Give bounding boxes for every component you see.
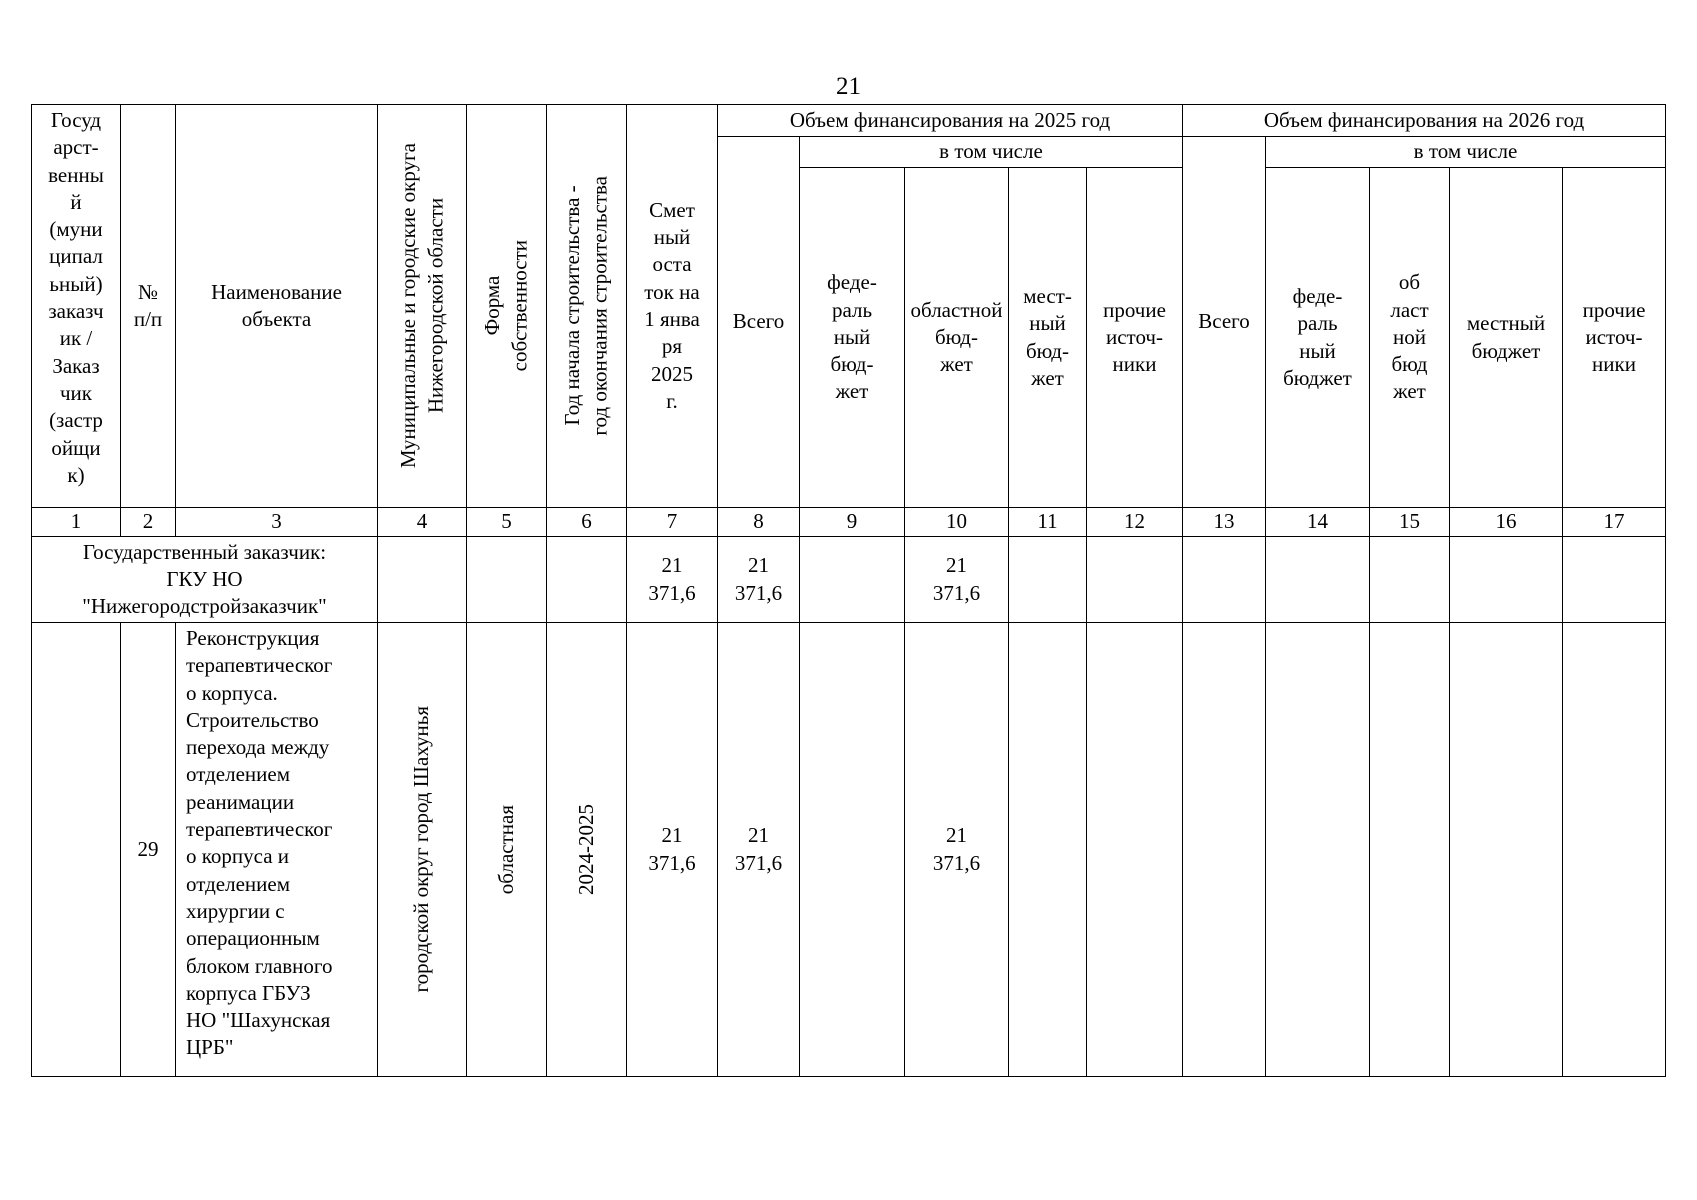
header-local-2025: мест- ный бюд- жет [1009, 168, 1087, 508]
header-row-1 [32, 105, 1666, 137]
header-regional-2025: областной бюд- жет [905, 168, 1009, 508]
empty-cell [1266, 537, 1370, 623]
header-ownership [467, 105, 547, 508]
header-total-2026: Всего [1183, 137, 1266, 508]
empty-cell [1563, 537, 1666, 623]
column-number: 7 [627, 508, 718, 537]
empty-cell [1450, 537, 1563, 623]
column-number: 17 [1563, 508, 1666, 537]
header-other-2026: прочие источ- ники [1563, 168, 1666, 508]
column-number: 3 [176, 508, 378, 537]
column-number: 10 [905, 508, 1009, 537]
group-total-2025: 21 371,6 [718, 537, 800, 623]
empty-cell [32, 623, 121, 1077]
empty-cell [1370, 537, 1450, 623]
column-number: 5 [467, 508, 547, 537]
header-federal-2025: феде- раль ный бюд- жет [800, 168, 905, 508]
column-number: 14 [1266, 508, 1370, 537]
object-municipality-text: городской округ город Шахунья [409, 706, 434, 993]
header-federal-2026: феде- раль ный бюджет [1266, 168, 1370, 508]
object-ownership-text: областная [493, 804, 518, 895]
empty-cell [1563, 623, 1666, 1077]
page-number: 21 [836, 73, 861, 100]
group-row [32, 537, 1666, 623]
empty-cell [1183, 623, 1266, 1077]
column-number: 16 [1450, 508, 1563, 537]
header-including-2025: в том числе [800, 137, 1183, 168]
header-total-2025: Всего [718, 137, 800, 508]
object-regional-2025: 21 371,6 [905, 623, 1009, 1077]
object-years [547, 623, 627, 1077]
header-regional-2026: об ласт ной бюд жет [1370, 168, 1450, 508]
column-number: 12 [1087, 508, 1183, 537]
object-ownership [467, 623, 547, 1077]
empty-cell [1370, 623, 1450, 1077]
object-name: Реконструкция терапевтическог о корпуса. Строительство перехода между отделением реанимации терапевтическог о корпуса и отделением хирургии с операционным блоком главного корпуса ГБУЗ НО "Шахунская ЦРБ" [176, 623, 378, 1077]
empty-cell [1266, 623, 1370, 1077]
column-number: 15 [1370, 508, 1450, 537]
header-including-2026: в том числе [1266, 137, 1666, 168]
empty-cell [1183, 537, 1266, 623]
header-other-2025: прочие источ- ники [1087, 168, 1183, 508]
header-municipality [378, 105, 467, 508]
empty-cell [1009, 623, 1087, 1077]
object-years-text: 2024-2025 [573, 804, 598, 895]
header-estimate: Смет ный оста ток на 1 янва ря 2025 г. [627, 105, 718, 508]
header-customer: Госуд арст- венны й (муни ципал ьный) заказч ик / Заказ чик (застр ойщи к) [32, 105, 121, 508]
column-number: 2 [121, 508, 176, 537]
empty-cell [378, 537, 467, 623]
empty-cell [800, 623, 905, 1077]
header-fin-2025: Объем финансирования на 2025 год [718, 105, 1183, 137]
header-object-name: Наименование объекта [176, 105, 378, 508]
empty-cell [1450, 623, 1563, 1077]
header-ownership-text: Форма собственности [480, 240, 532, 372]
column-number: 9 [800, 508, 905, 537]
empty-cell [800, 537, 905, 623]
group-estimate: 21 371,6 [627, 537, 718, 623]
column-number: 4 [378, 508, 467, 537]
header-fin-2026: Объем финансирования на 2026 год [1183, 105, 1666, 137]
column-number: 13 [1183, 508, 1266, 537]
group-regional-2025: 21 371,6 [905, 537, 1009, 623]
empty-cell [1087, 623, 1183, 1077]
header-number: № п/п [121, 105, 176, 508]
column-number: 1 [32, 508, 121, 537]
empty-cell [467, 537, 547, 623]
budget-table [31, 104, 1666, 1077]
header-years [547, 105, 627, 508]
empty-cell [1087, 537, 1183, 623]
column-number-row [32, 508, 1666, 537]
column-number: 8 [718, 508, 800, 537]
group-customer: Государственный заказчик: ГКУ НО "Нижегородстройзаказчик" [32, 537, 378, 623]
header-municipality-text: Муниципальные и городские округа Нижегородской области [395, 143, 447, 469]
header-years-text: Год начала строительства - год окончания строительства [560, 176, 612, 436]
empty-cell [547, 537, 627, 623]
object-row [32, 623, 1666, 1077]
object-total-2025: 21 371,6 [718, 623, 800, 1077]
object-municipality [378, 623, 467, 1077]
header-local-2026: местный бюджет [1450, 168, 1563, 508]
column-number: 11 [1009, 508, 1087, 537]
object-number: 29 [121, 623, 176, 1077]
column-number: 6 [547, 508, 627, 537]
object-estimate: 21 371,6 [627, 623, 718, 1077]
empty-cell [1009, 537, 1087, 623]
